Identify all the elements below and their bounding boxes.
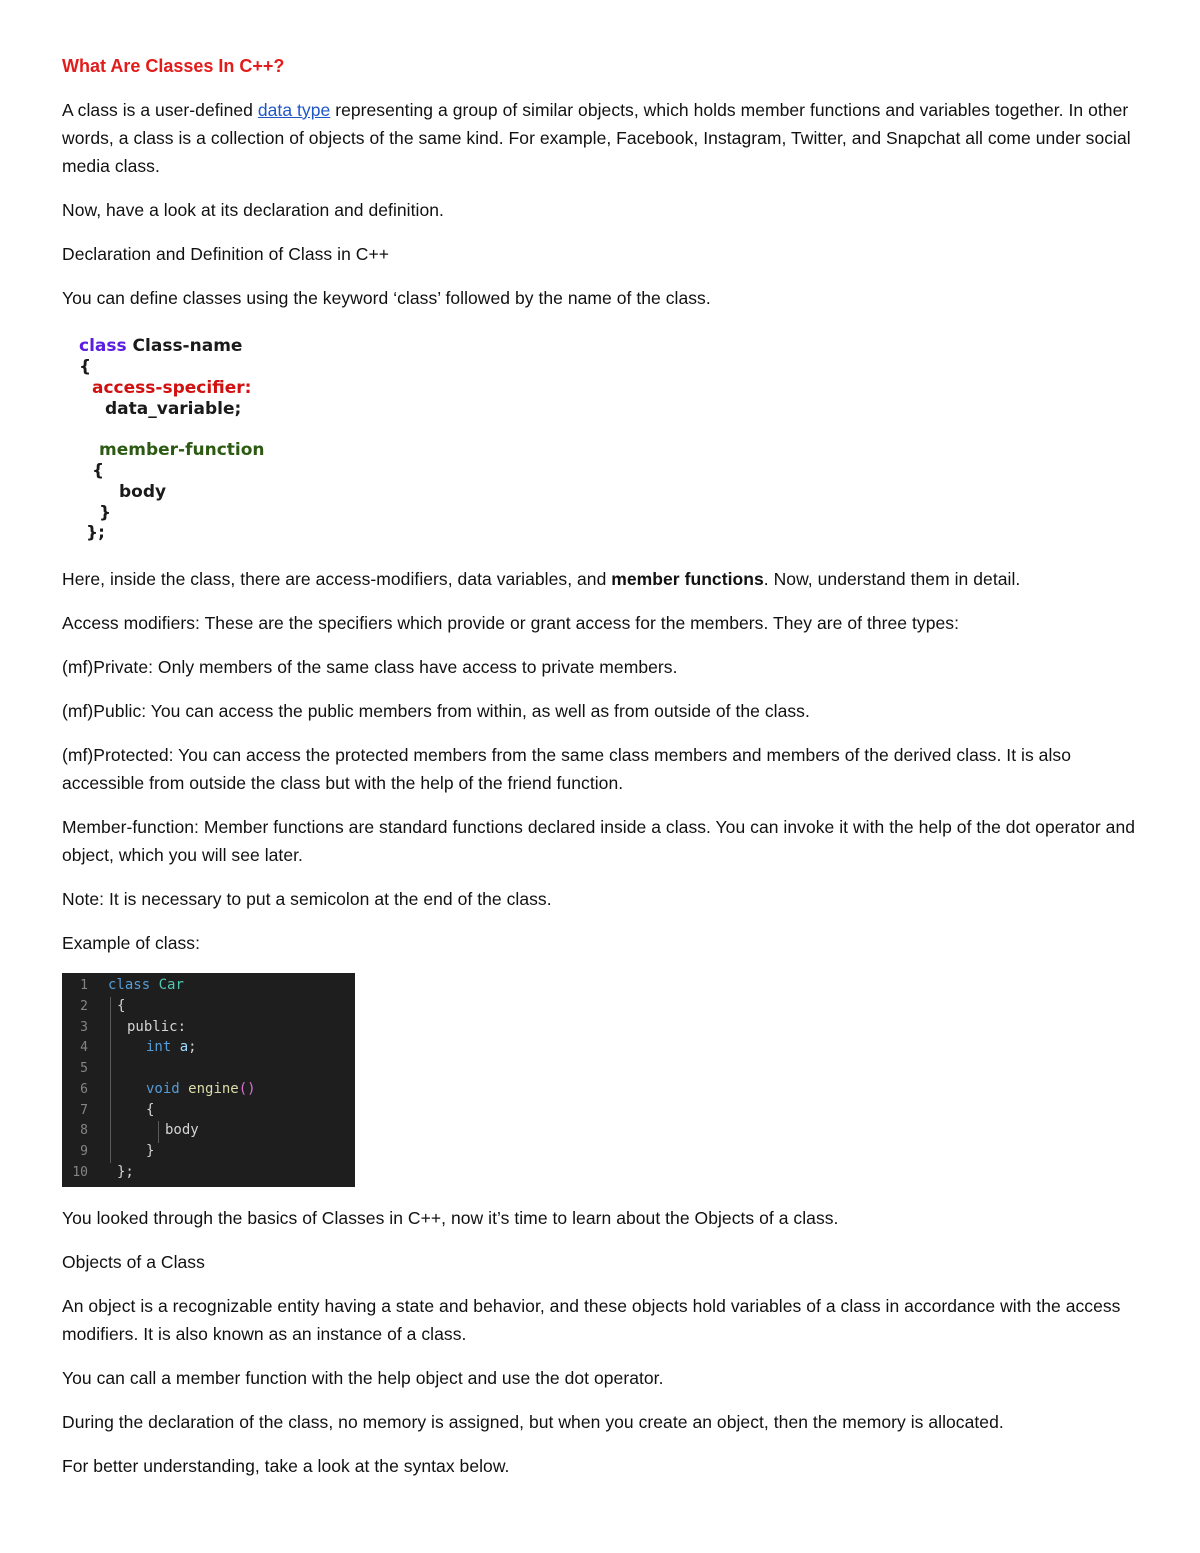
- note-paragraph: Note: It is necessary to put a semicolon at the end of the class.: [62, 889, 552, 909]
- code-class-name: Car: [158, 977, 184, 993]
- code-function-name: engine: [188, 1081, 239, 1097]
- intro-text-after: representing a group of similar objects, which holds member functions and variables together. In other words, a class is a collection of objects of the same kind. For example, Facebook, Instagram, Twitter, and Snapchat all come under social media class.: [62, 100, 1131, 176]
- example-label: Example of class:: [62, 933, 200, 953]
- code-semicolon: ;: [188, 1039, 197, 1055]
- line-number: 6: [80, 1082, 88, 1097]
- line-number: 1: [80, 978, 88, 993]
- code-body: body: [165, 1122, 199, 1138]
- data-type-link[interactable]: data type: [257, 100, 331, 120]
- syntax-close: };: [86, 523, 105, 543]
- code-void-keyword: void: [146, 1081, 180, 1097]
- line-number: 4: [80, 1040, 88, 1055]
- member-function-paragraph: Member-function: Member functions are standard functions declared inside a class. You can invoke it with the help of the dot operator and object, which you will see later.: [62, 817, 1136, 865]
- public-paragraph: (mf)Public: You can access the public members from within, as well as from outside of the class.: [62, 701, 810, 721]
- line-number: 10: [72, 1165, 88, 1180]
- call-paragraph: You can call a member function with the help object and use the dot operator.: [62, 1368, 664, 1388]
- line-number: 3: [80, 1020, 88, 1035]
- syntax-data-variable: data_variable;: [105, 399, 242, 419]
- class-syntax-image: [62, 324, 1152, 549]
- document-page: [62, 52, 1152, 1496]
- here-paragraph: [62, 565, 1152, 593]
- code-parens: (): [238, 1081, 256, 1097]
- look-paragraph: Now, have a look at its declaration and definition.: [62, 200, 444, 220]
- line-number: 5: [80, 1061, 88, 1076]
- syntax-fn-open-brace: {: [92, 461, 105, 481]
- indent-guide: [158, 1121, 159, 1143]
- code-var-a: a: [179, 1039, 189, 1055]
- intro-text-before: A class is a user-defined: [62, 100, 258, 120]
- indent-guide: [110, 997, 111, 1163]
- code-fn-close-brace: }: [146, 1143, 155, 1159]
- syntax-body: body: [119, 482, 167, 502]
- looked-paragraph: You looked through the basics of Classes in C++, now it’s time to learn about the Objects of a class.: [62, 1208, 839, 1228]
- code-line-1: [108, 977, 184, 993]
- member-functions-bold: member functions: [611, 569, 764, 589]
- code-class-keyword: class: [108, 977, 151, 993]
- syntax-access-specifier: access-specifier:: [92, 378, 252, 398]
- syntax-line-1: [79, 336, 242, 356]
- syntax-fn-close-brace: }: [99, 503, 112, 523]
- memory-paragraph: During the declaration of the class, no memory is assigned, but when you create an object, then the memory is allocated.: [62, 1412, 1004, 1432]
- code-int-keyword: int: [146, 1039, 172, 1055]
- protected-paragraph: (mf)Protected: You can access the protected members from the same class members and members of the derived class. It is also accessible from outside the class but with the help of the friend function.: [62, 745, 1071, 793]
- here-text-after: . Now, understand them in detail.: [763, 569, 1021, 589]
- code-fn-open-brace: {: [146, 1102, 155, 1118]
- code-line-4: [146, 1039, 197, 1055]
- code-close: };: [117, 1164, 134, 1180]
- code-public-keyword: public:: [127, 1019, 187, 1035]
- private-paragraph: (mf)Private: Only members of the same class have access to private members.: [62, 657, 678, 677]
- syntax-class-keyword: class: [79, 336, 127, 356]
- object-definition-paragraph: An object is a recognizable entity having a state and behavior, and these objects hold variables of a class in accordance with the access modifiers. It is also known as an instance of a class.: [62, 1296, 1121, 1344]
- syntax-member-function: member-function: [99, 440, 265, 460]
- code-line-6: [146, 1081, 256, 1097]
- syntax-class-name: Class-name: [132, 336, 243, 356]
- objects-heading: Objects of a Class: [62, 1252, 205, 1272]
- declaration-heading: Declaration and Definition of Class in C++: [62, 244, 389, 264]
- line-number: 8: [80, 1123, 88, 1138]
- code-editor-image: [62, 973, 355, 1187]
- page-title: What Are Classes In C++?: [62, 56, 285, 76]
- better-understanding-paragraph: For better understanding, take a look at the syntax below.: [62, 1456, 510, 1476]
- here-text-before: Here, inside the class, there are access-modifiers, data variables, and: [62, 569, 612, 589]
- line-number: 2: [80, 999, 88, 1014]
- line-number: 9: [80, 1144, 88, 1159]
- intro-paragraph: [62, 96, 1152, 180]
- access-modifiers-paragraph: Access modifiers: These are the specifiers which provide or grant access for the members. They are of three types:: [62, 613, 959, 633]
- syntax-open-brace: {: [79, 357, 92, 377]
- line-number: 7: [80, 1103, 88, 1118]
- define-paragraph: You can define classes using the keyword ‘class’ followed by the name of the class.: [62, 288, 711, 308]
- code-open-brace: {: [117, 998, 126, 1014]
